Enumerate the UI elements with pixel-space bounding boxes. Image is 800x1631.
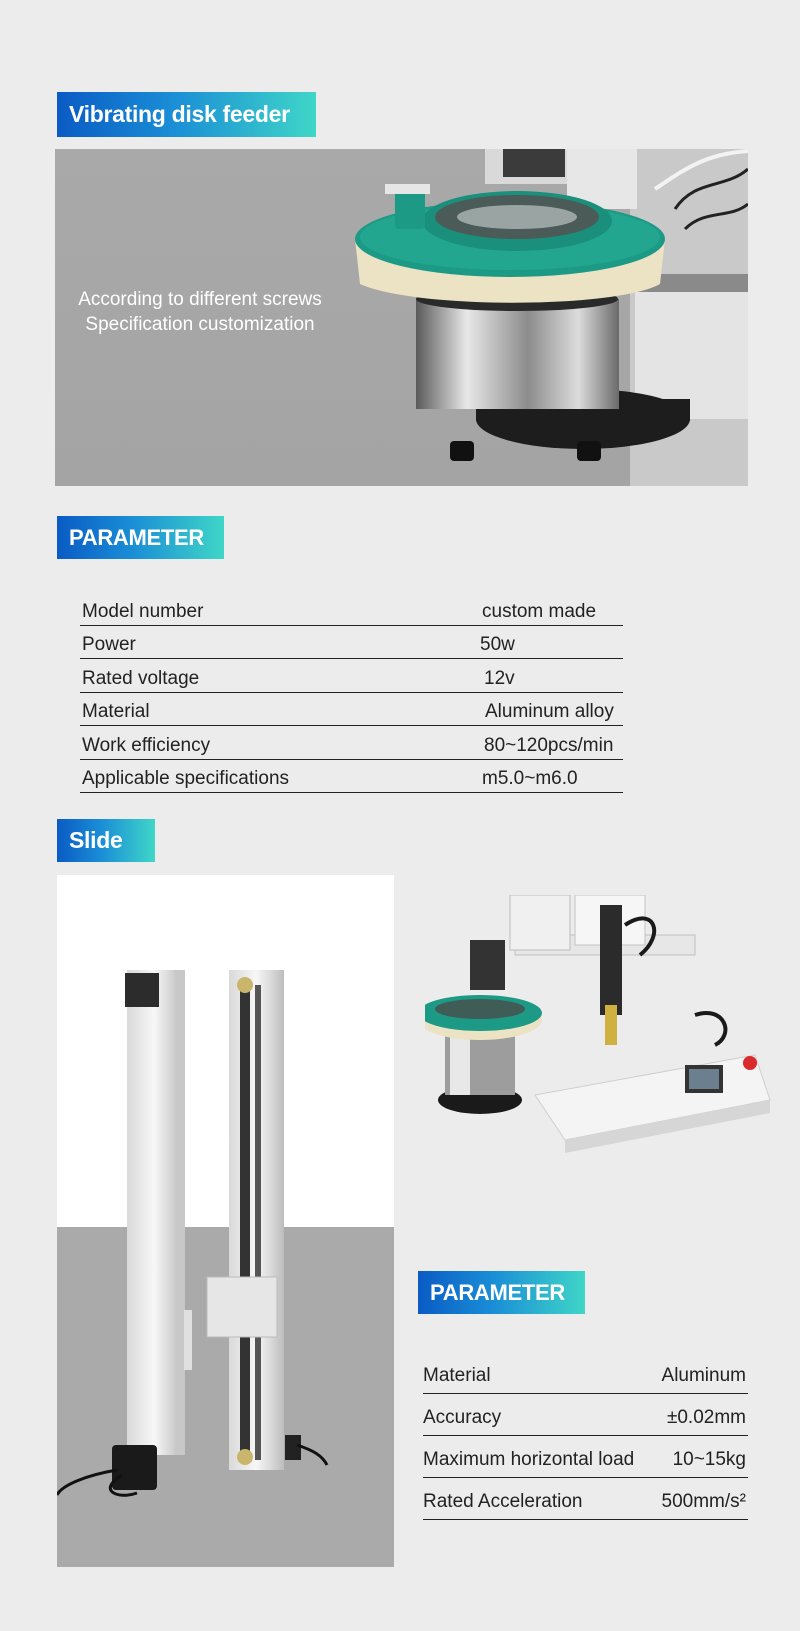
spec-label: Rated voltage (82, 667, 200, 689)
parameter-title-1-text: PARAMETER (69, 524, 205, 550)
spec-row (423, 1478, 748, 1520)
spec-value: 50w (480, 634, 515, 655)
spec-value: Aluminum alloy (485, 701, 614, 722)
spec-row (80, 726, 623, 760)
spec-row (80, 693, 623, 727)
slide-section-title (57, 819, 155, 862)
spec-label: Power (82, 634, 136, 655)
spec-value: 80~120pcs/min (484, 734, 614, 756)
linear-slide-illustration (57, 875, 394, 1567)
feeder-product-image (55, 149, 748, 486)
spec-label: Work efficiency (82, 734, 211, 756)
spec-row (423, 1352, 748, 1394)
feeder-caption (75, 287, 325, 337)
feeder-section-title (57, 92, 316, 137)
spec-value: m5.0~m6.0 (482, 768, 578, 789)
spec-label: Material (82, 701, 150, 722)
feeder-spec-table (80, 592, 623, 793)
screw-machine-illustration (425, 895, 775, 1165)
spec-label: Rated Acceleration (423, 1491, 583, 1512)
parameter-title-2-text: PARAMETER (430, 1279, 566, 1305)
slide-product-image (57, 875, 394, 1567)
spec-value: custom made (482, 600, 597, 622)
slide-spec-table (423, 1352, 748, 1520)
parameter-title-2 (418, 1271, 585, 1314)
spec-label: Material (423, 1365, 491, 1386)
spec-row (80, 626, 623, 660)
spec-row (423, 1436, 748, 1478)
slide-title-text: Slide (69, 827, 123, 853)
spec-label: Maximum horizontal load (423, 1449, 635, 1470)
spec-row (80, 760, 623, 794)
spec-row (423, 1394, 748, 1436)
feeder-title-text: Vibrating disk feeder (69, 101, 290, 127)
spec-value: 10~15kg (672, 1449, 746, 1470)
spec-row (80, 659, 623, 693)
spec-value: 12v (484, 667, 515, 689)
feeder-caption-line1: According to different screws (78, 289, 322, 310)
spec-value: ±0.02mm (666, 1407, 746, 1428)
spec-label: Applicable specifications (82, 768, 290, 789)
parameter-title-1 (57, 516, 224, 559)
spec-row (80, 592, 623, 626)
screw-machine-image (425, 895, 775, 1165)
spec-label: Accuracy (423, 1407, 502, 1428)
spec-value: Aluminum (661, 1365, 746, 1386)
feeder-caption-line2: Specification customization (85, 314, 315, 335)
spec-label: Model number (82, 600, 204, 622)
spec-value: 500mm/s² (661, 1491, 746, 1512)
